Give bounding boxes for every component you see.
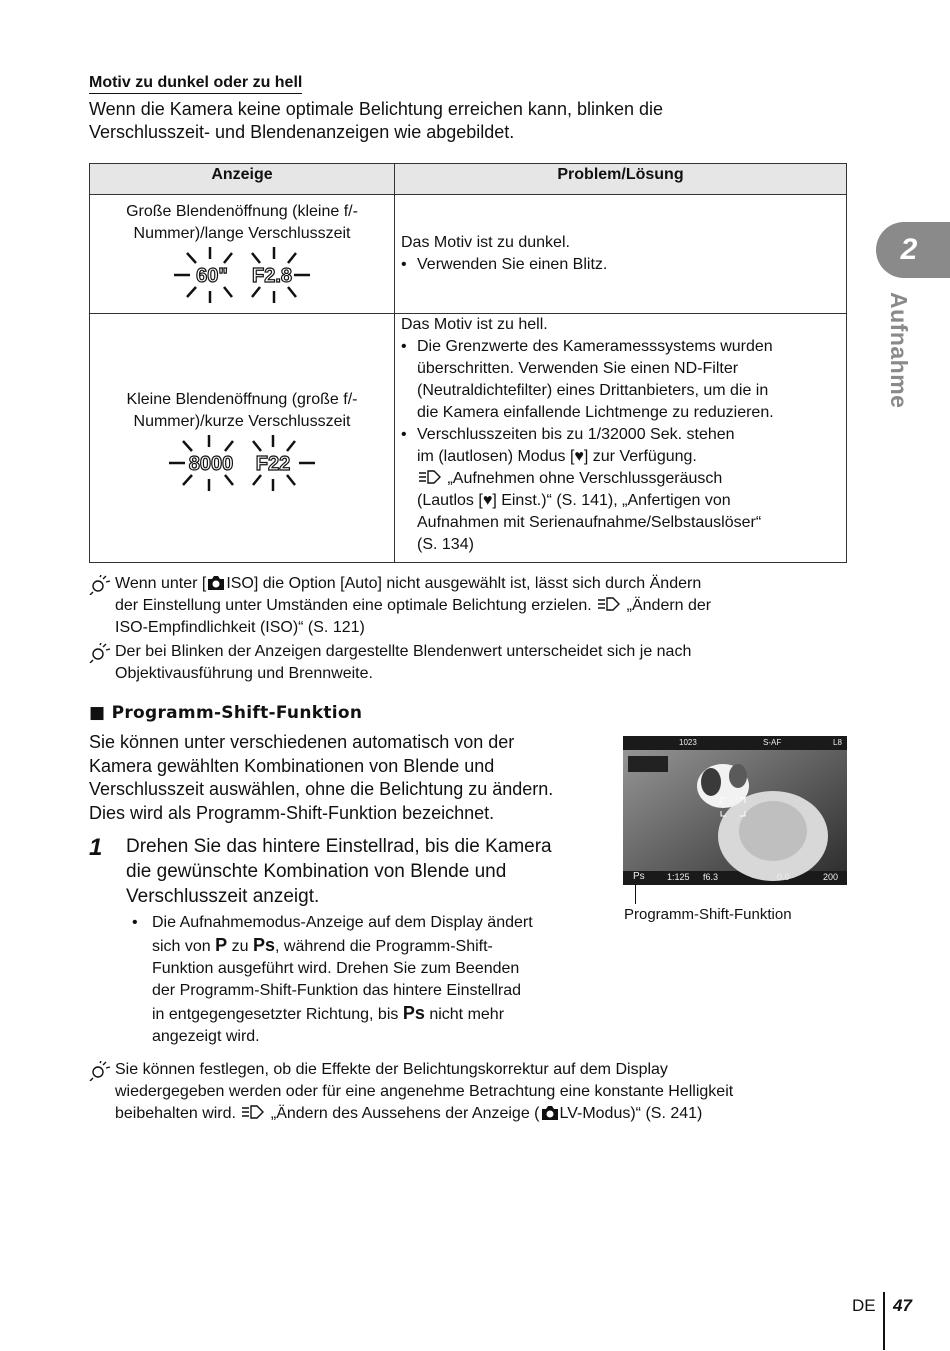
page-number: 47 — [893, 1296, 912, 1315]
sub-line — [152, 934, 592, 958]
intro-line: Kamera gewählten Kombinationen von Blende und — [89, 755, 495, 776]
solution-bullet: • Die Grenzwerte des Kameramesssystems wurden — [401, 338, 773, 355]
bullet-text: (Lautlos [♥] Einst.)“ (S. 141), „Anfertigen von — [417, 492, 731, 509]
note-line: Objektivausführung und Brennweite. — [115, 665, 373, 682]
screen-shutter: 1:125 — [667, 872, 690, 882]
bullet-text: überschritten. Verwenden Sie einen ND-Filter — [417, 360, 739, 377]
intro-line: Dies wird als Programm-Shift-Funktion bezeichnet. — [89, 802, 495, 823]
program-shift-intro — [89, 731, 609, 825]
sub-line: der Programm-Shift-Funktion das hintere Einstellrad — [152, 982, 522, 999]
bullet-text: Die Grenzwerte des Kameramesssystems wurden — [417, 338, 773, 355]
step-number: 1 — [89, 834, 103, 861]
display-description: Nummer)/kurze Verschlusszeit — [133, 413, 351, 430]
reference-pointer-icon — [240, 1104, 266, 1120]
photo-caption: Programm-Shift-Funktion — [624, 906, 792, 923]
screen-mode: Ps — [633, 871, 645, 882]
section-heading: Motiv zu dunkel oder zu hell — [89, 73, 302, 94]
display-cell — [90, 195, 395, 314]
bullet-text: (S. 134) — [417, 536, 474, 553]
sub-line: Funktion ausgeführt wird. Drehen Sie zum Beenden — [152, 960, 520, 977]
camera-display-photo — [623, 736, 847, 885]
sub-line: Die Aufnahmemodus-Anzeige auf dem Display ändert — [152, 914, 533, 931]
note-text: Wenn unter [ — [115, 575, 207, 592]
note-text: ISO] die Option [Auto] nicht ausgewählt ist, lässt sich durch Ändern — [226, 575, 702, 592]
screen-count: 1023 — [679, 738, 697, 747]
step-sub-bullet — [132, 912, 592, 1048]
bullet-dot: • — [132, 914, 138, 931]
table-row — [90, 195, 847, 314]
reference-pointer-icon — [417, 469, 443, 485]
blink-shutter-value: 8000 — [188, 453, 234, 475]
note-line: wiedergegeben werden oder für eine angenehme Betrachtung eine konstante Helligkeit — [115, 1083, 734, 1100]
intro-line: Sie können unter verschiedenen automatisch von der — [89, 732, 515, 752]
solution-cell — [395, 195, 847, 314]
sub-line: angezeigt wird. — [152, 1028, 260, 1045]
section-intro — [89, 98, 789, 144]
display-description: Große Blendenöffnung (kleine f/- — [126, 203, 358, 220]
note-line: Der bei Blinken der Anzeigen dargestellte Blendenwert unterscheidet sich je nach — [115, 643, 692, 660]
blink-shutter-value: 60" — [196, 265, 228, 287]
note-line: ISO-Empfindlichkeit (ISO)“ (S. 121) — [115, 619, 365, 636]
blink-aperture-value: F22 — [255, 453, 291, 475]
solution-bullet: • Verwenden Sie einen Blitz. — [401, 256, 608, 273]
caption-pointer-line — [635, 884, 636, 904]
bullet-text: Aufnahmen mit Serienaufnahme/Selbstauslöser“ — [417, 514, 762, 531]
intro-line: Verschlusszeit auswählen, ohne die Belichtung zu ändern. — [89, 779, 554, 799]
chapter-label-text: Aufnahme — [886, 292, 912, 409]
camera-icon — [206, 575, 226, 591]
table-header-display: Anzeige — [90, 164, 395, 195]
tip-icon — [89, 643, 113, 663]
reference-text: „Aufnehmen ohne Verschlussgeräusch — [447, 470, 723, 487]
table-row — [90, 314, 847, 563]
sub-text: in entgegengesetzter Richtung, bis — [152, 1006, 399, 1023]
chapter-number: 2 — [900, 233, 918, 266]
display-description: Kleine Blendenöffnung (große f/- — [126, 391, 358, 408]
sub-text: nicht mehr — [429, 1006, 505, 1023]
live-view-image — [623, 736, 847, 885]
step-line: Drehen Sie das hintere Einstellrad, bis die Kamera — [126, 836, 552, 857]
sub-text: , während die Programm-Shift- — [275, 938, 493, 955]
screen-ev: 0.0 — [777, 872, 790, 882]
reference-pointer-icon — [596, 596, 622, 612]
bullet-text: Verschlusszeiten bis zu 1/32000 Sek. stehen — [417, 426, 735, 443]
mode-ps-symbol: Ps — [252, 935, 276, 955]
note-line — [115, 1103, 849, 1125]
intro-line: Wenn die Kamera keine optimale Belichtung erreichen kann, blinken die — [89, 99, 664, 119]
blinking-exposure-indicator — [167, 433, 317, 493]
screen-battery: L8 — [833, 738, 842, 747]
problem-text: Das Motiv ist zu dunkel. — [401, 234, 570, 251]
blinking-exposure-indicator — [172, 245, 312, 305]
sub-text: sich von — [152, 938, 211, 955]
screen-af-mode: S-AF — [763, 738, 782, 747]
camera-icon — [540, 1105, 560, 1121]
problem-text: Das Motiv ist zu hell. — [401, 316, 548, 333]
note-text: beibehalten wird. — [115, 1105, 236, 1122]
step-line: Verschlusszeit anzeigt. — [126, 886, 320, 907]
blink-aperture-value: F2.8 — [251, 265, 293, 287]
tip-note — [89, 641, 829, 685]
bullet-text: im (lautlosen) Modus [♥] zur Verfügung. — [417, 448, 697, 465]
bullet-text: die Kamera einfallende Lichtmenge zu reduzieren. — [417, 404, 774, 421]
bullet-text: (Neutraldichtefilter) eines Drittanbieters, um die in — [417, 382, 769, 399]
exposure-problem-table — [89, 163, 847, 563]
note-line — [115, 595, 829, 617]
tip-icon — [89, 575, 113, 595]
reference-text: „Ändern des Aussehens der Anzeige ( — [270, 1105, 540, 1122]
sub-text: zu — [231, 938, 249, 955]
tip-icon — [89, 1061, 113, 1081]
solution-bullet: • Verschlusszeiten bis zu 1/32000 Sek. stehen — [401, 426, 735, 443]
footer-divider — [883, 1292, 885, 1350]
tip-note — [89, 1059, 849, 1125]
screen-aperture: f6.3 — [703, 872, 719, 882]
step-line: die gewünschte Kombination von Blende und — [126, 861, 507, 882]
chapter-tab — [876, 222, 950, 278]
table-header-solution: Problem/Lösung — [395, 164, 847, 195]
reference-text: „Ändern der — [626, 597, 712, 614]
step-instruction — [126, 834, 616, 909]
reference-line — [401, 468, 840, 490]
note-line: Sie können festlegen, ob die Effekte der Belichtungskorrektur auf dem Display — [115, 1061, 668, 1078]
tip-note — [89, 573, 829, 639]
mode-ps-symbol: Ps — [402, 1003, 425, 1023]
screen-iso: 200 — [823, 872, 839, 882]
bullet-text: Verwenden Sie einen Blitz. — [417, 256, 608, 273]
display-description: Nummer)/lange Verschlusszeit — [133, 225, 351, 242]
mode-p-symbol: P — [215, 935, 228, 955]
program-shift-heading: ■ Programm-Shift-Funktion — [89, 703, 363, 723]
solution-cell — [395, 314, 847, 563]
sub-line — [152, 1002, 592, 1026]
note-text: der Einstellung unter Umständen eine optimale Belichtung erzielen. — [115, 597, 592, 614]
reference-text: LV-Modus)“ (S. 241) — [559, 1105, 703, 1122]
footer-language: DE — [852, 1296, 876, 1315]
display-cell — [90, 314, 395, 563]
intro-line: Verschlusszeit- und Blendenanzeigen wie abgebildet. — [89, 122, 515, 142]
chapter-label — [868, 292, 928, 412]
note-line — [115, 573, 829, 595]
